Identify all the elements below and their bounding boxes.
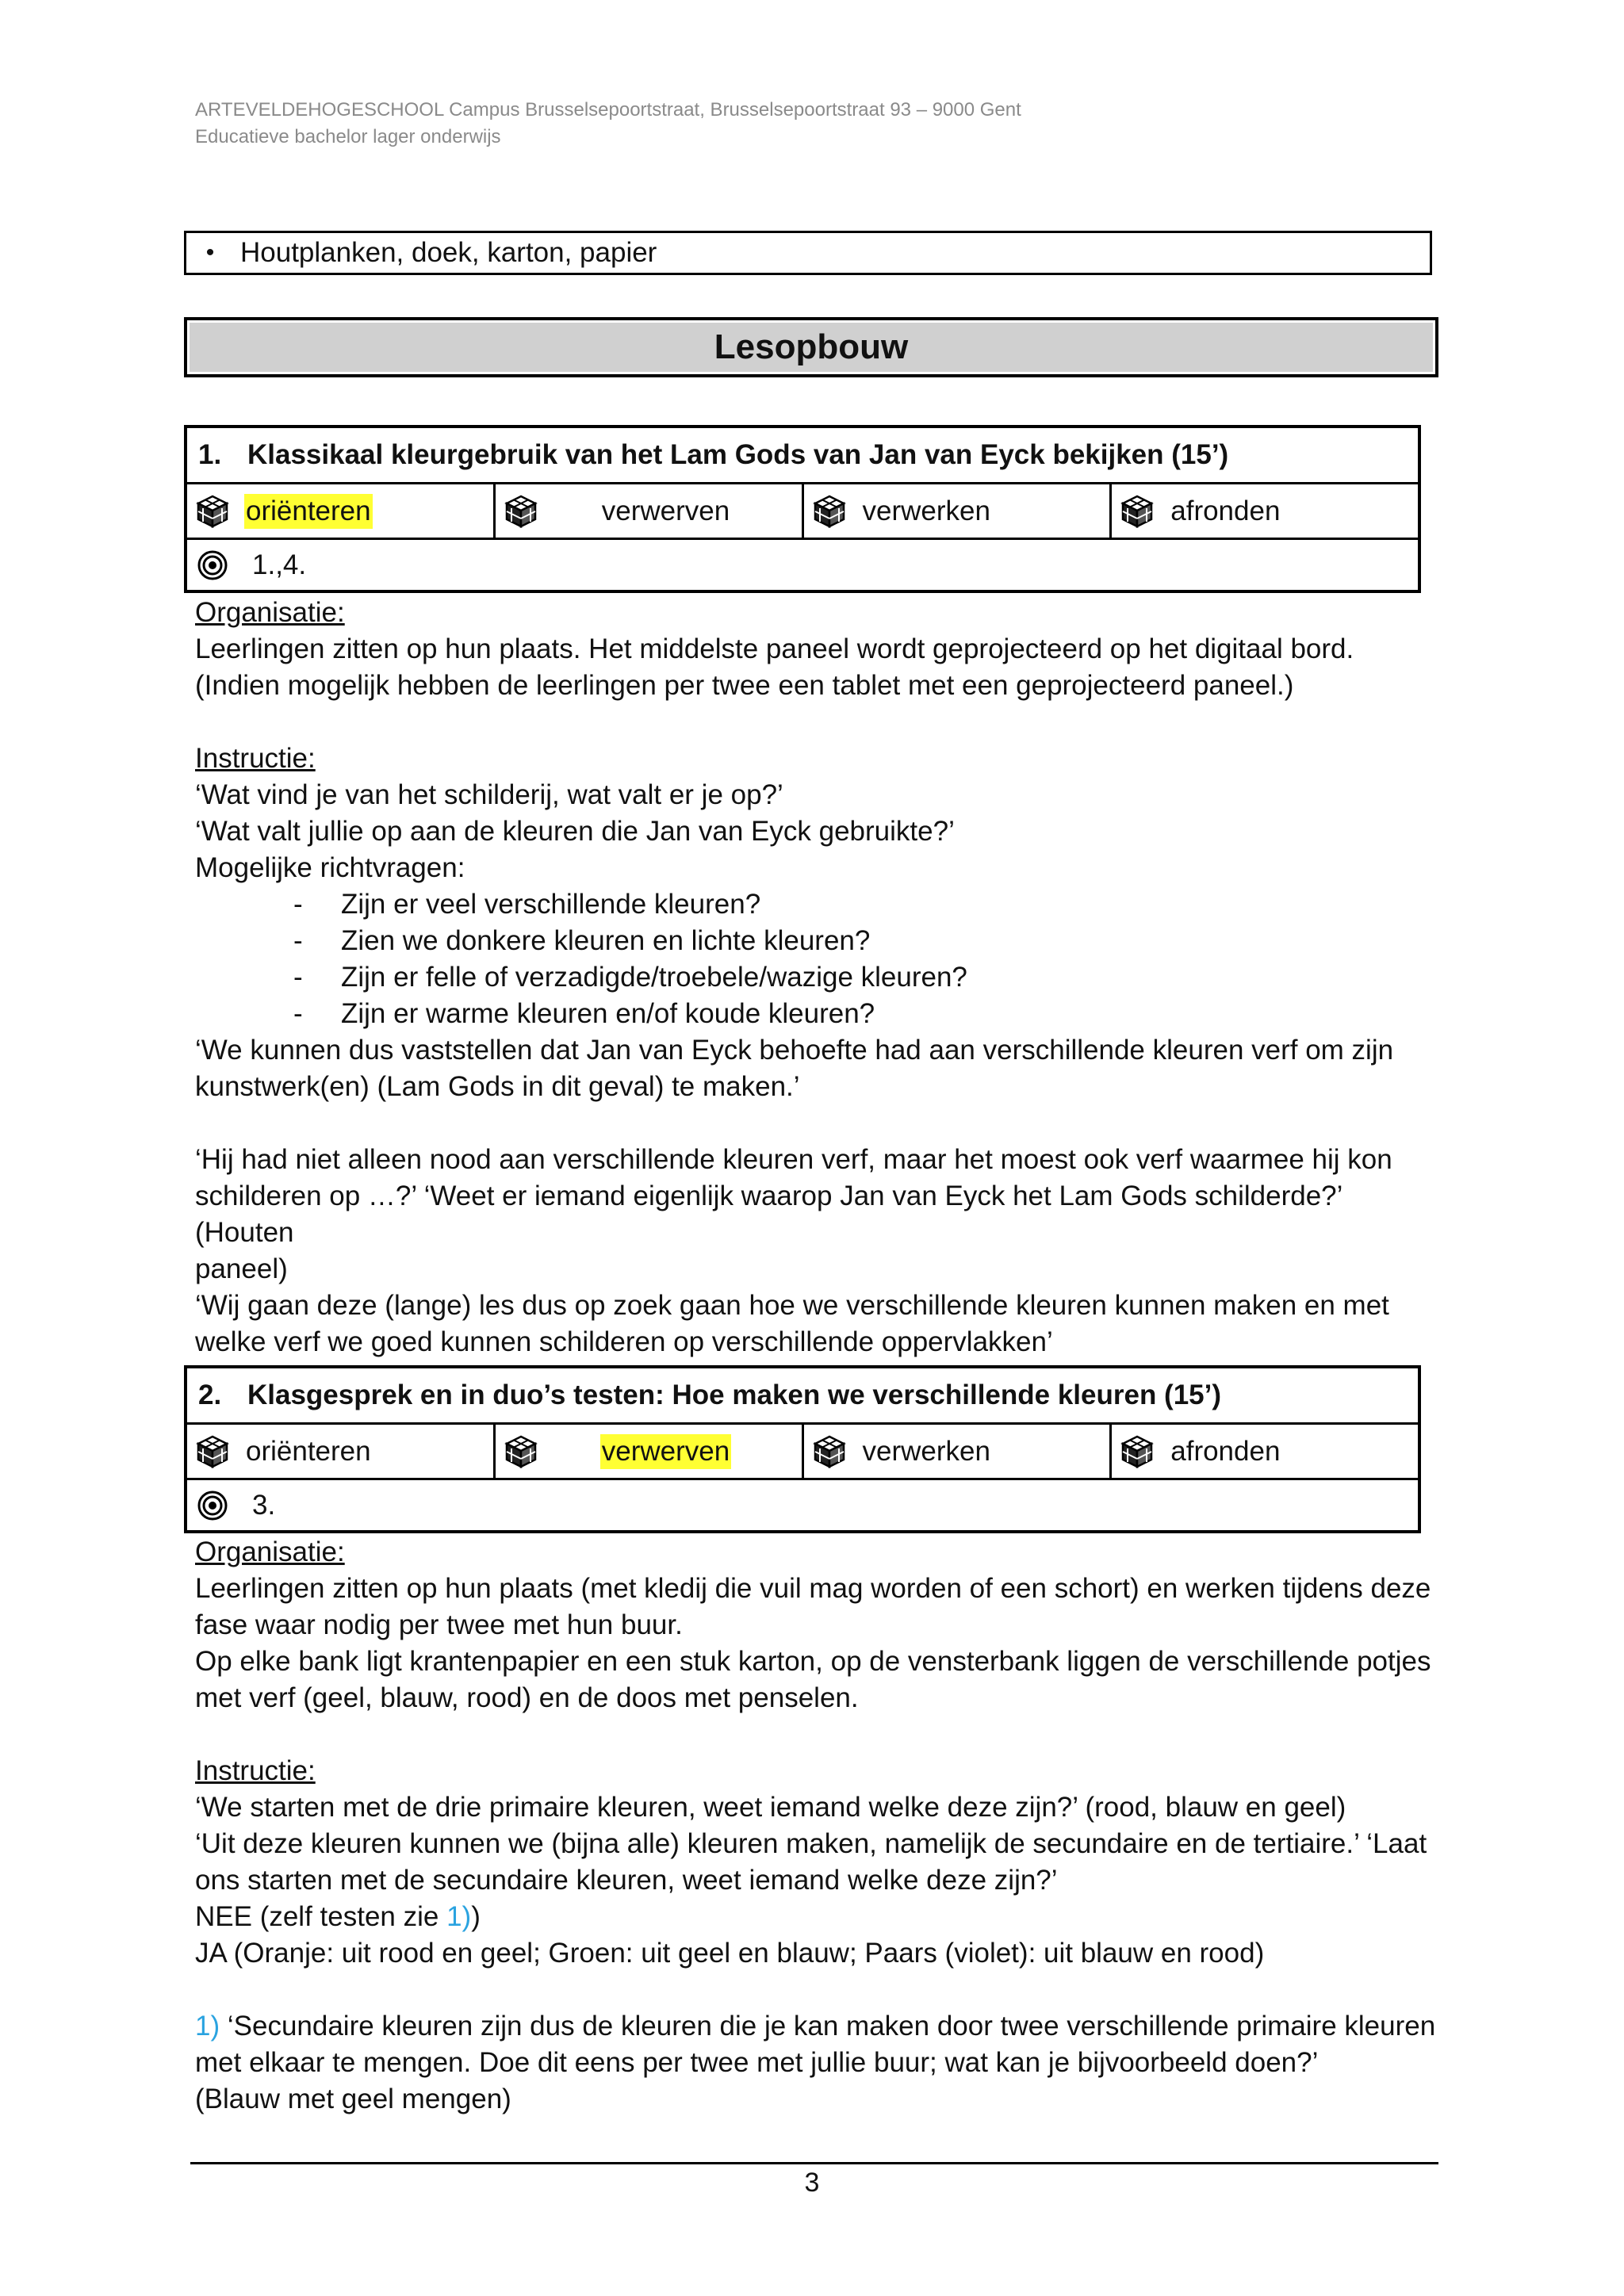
section-1-table — [184, 425, 1421, 593]
materials-box — [184, 231, 1432, 275]
ja-line: JA (Oranje: uit rood en geel; Groen: uit geel en blauw; Paars (violet): uit blauw en rood) — [195, 1938, 1265, 1969]
nee-line: NEE (zelf testen zie 1)) — [195, 1901, 481, 1932]
list-item: - Zijn er warme kleuren en/of koude kleuren? — [293, 998, 875, 1029]
cube-icon — [195, 1434, 230, 1469]
phase-verwerven — [496, 1425, 804, 1478]
section-number: 1. — [198, 439, 222, 470]
text-line: fase waar nodig per twee met hun buur. — [195, 1609, 683, 1640]
list-item: - Zijn er veel verschillende kleuren? — [293, 889, 761, 920]
target-icon — [197, 549, 228, 581]
bullet: • — [205, 239, 215, 266]
instructie-label: Instructie: — [195, 1755, 316, 1786]
text-line: ‘Wat vind je van het schilderij, wat valt er je op?’ — [195, 779, 783, 810]
phase-orienteren — [187, 484, 496, 538]
page-number: 3 — [804, 2168, 820, 2198]
phase-label: verwerven — [601, 495, 730, 526]
phase-label: verwerken — [862, 495, 990, 526]
reference-link[interactable]: 1) — [446, 1901, 472, 1932]
text-line: ‘Uit deze kleuren kunnen we (bijna alle) kleuren maken, namelijk de secundaire en de tertiaire.’ ‘Laat — [195, 1828, 1427, 1859]
organisatie-label: Organisatie: — [195, 1536, 345, 1567]
phase-label: verwerken — [862, 1435, 990, 1467]
section-1-title-row — [187, 428, 1418, 484]
text-line: ‘We kunnen dus vaststellen dat Jan van Eyck behoefte had aan verschillende kleuren verf om zijn — [195, 1035, 1394, 1066]
cube-icon — [1120, 494, 1155, 529]
list-item: - Zijn er felle of verzadigde/troebele/wazige kleuren? — [293, 962, 967, 993]
lesopbouw-title: Lesopbouw — [184, 317, 1438, 377]
text-line: (Blauw met geel mengen) — [195, 2084, 511, 2114]
phase-verwerken — [804, 1425, 1113, 1478]
target-icon — [197, 1490, 228, 1521]
section-number: 2. — [198, 1380, 222, 1410]
phase-label: afronden — [1170, 495, 1281, 526]
phase-afronden — [1112, 1425, 1418, 1478]
cube-icon — [812, 494, 847, 529]
phase-row — [187, 484, 1418, 540]
text-line: ‘Hij had niet alleen nood aan verschillende kleuren verf, maar het moest ook verf waarmee hij kon — [195, 1144, 1392, 1175]
text-line: ons starten met de secundaire kleuren, weet iemand welke deze zijn?’ — [195, 1865, 1058, 1896]
text-line: paneel) — [195, 1253, 288, 1284]
text-line: Op elke bank ligt krantenpapier en een stuk karton, op de vensterbank liggen de verschillende potjes — [195, 1646, 1431, 1677]
phase-label: oriënteren — [246, 1435, 371, 1467]
phase-label: oriënteren — [244, 494, 373, 529]
section-title: Klassikaal kleurgebruik van het Lam Gods van Jan van Eyck bekijken (15’) — [247, 439, 1229, 470]
text-line: met verf (geel, blauw, rood) en de doos met penselen. — [195, 1682, 859, 1713]
instructie-label: Instructie: — [195, 743, 316, 774]
cube-icon — [812, 1434, 847, 1469]
text-line: ‘Wat valt jullie op aan de kleuren die Jan van Eyck gebruikte?’ — [195, 816, 955, 847]
phase-verwerken — [804, 484, 1113, 538]
text-line: kunstwerk(en) (Lam Gods in dit geval) te maken.’ — [195, 1071, 800, 1102]
section-2-table — [184, 1365, 1421, 1533]
phase-label: afronden — [1170, 1435, 1281, 1467]
header-program: Educatieve bachelor lager onderwijs — [195, 126, 501, 147]
goal-row — [187, 1480, 1418, 1530]
cube-icon — [1120, 1434, 1155, 1469]
cube-icon — [504, 494, 538, 529]
text-line: Leerlingen zitten op hun plaats. Het middelste paneel wordt geprojecteerd op het digitaal bord. — [195, 633, 1354, 664]
phase-verwerven — [496, 484, 804, 538]
footer-divider — [190, 2162, 1438, 2164]
cube-icon — [195, 494, 230, 529]
materials-text: Houtplanken, doek, karton, papier — [240, 237, 657, 268]
phase-orienteren — [187, 1425, 496, 1478]
reference-label: 1) — [195, 2011, 220, 2042]
text-line: met elkaar te mengen. Doe dit eens per twee met jullie buur; wat kan je bijvoorbeeld doen?’ — [195, 2047, 1319, 2078]
phase-row — [187, 1425, 1418, 1480]
text-line: 1) ‘Secundaire kleuren zijn dus de kleuren die je kan maken door twee verschillende primaire kleuren — [195, 2011, 1436, 2042]
text-line: Mogelijke richtvragen: — [195, 852, 465, 883]
section-2-title-row — [187, 1368, 1418, 1425]
text-line: Leerlingen zitten op hun plaats (met kledij die vuil mag worden of een schort) en werken tijdens deze — [195, 1573, 1431, 1604]
text-line: ‘We starten met de drie primaire kleuren, weet iemand welke deze zijn?’ (rood, blauw en geel) — [195, 1792, 1346, 1823]
goal-numbers: 1.,4. — [252, 549, 307, 580]
organisatie-label: Organisatie: — [195, 597, 345, 628]
goal-row — [187, 540, 1418, 590]
section-1-body — [195, 595, 1448, 1360]
section-title: Klasgesprek en in duo’s testen: Hoe maken we verschillende kleuren (15’) — [247, 1380, 1222, 1410]
richtvragen-list — [195, 886, 1448, 1032]
text-line: (Indien mogelijk hebben de leerlingen per twee een tablet met een geprojecteerd paneel.) — [195, 670, 1294, 701]
text-line: ‘Wij gaan deze (lange) les dus op zoek gaan hoe we verschillende kleuren kunnen maken en met — [195, 1290, 1389, 1321]
list-item: - Zien we donkere kleuren en lichte kleuren? — [293, 925, 871, 956]
cube-icon — [504, 1434, 538, 1469]
goal-numbers: 3. — [252, 1489, 276, 1521]
header-institution: ARTEVELDEHOGESCHOOL Campus Brusselsepoortstraat, Brusselsepoortstraat 93 – 9000 Gent — [195, 99, 1021, 121]
text-line: welke verf we goed kunnen schilderen op verschillende oppervlakken’ — [195, 1326, 1053, 1357]
phase-afronden — [1112, 484, 1418, 538]
section-2-body — [195, 1534, 1448, 2118]
document-header — [195, 97, 1021, 151]
phase-label: verwerven — [600, 1434, 731, 1469]
text-line: schilderen op …?’ ‘Weet er iemand eigenlijk waarop Jan van Eyck het Lam Gods schilderde?’ (Houten — [195, 1181, 1342, 1248]
